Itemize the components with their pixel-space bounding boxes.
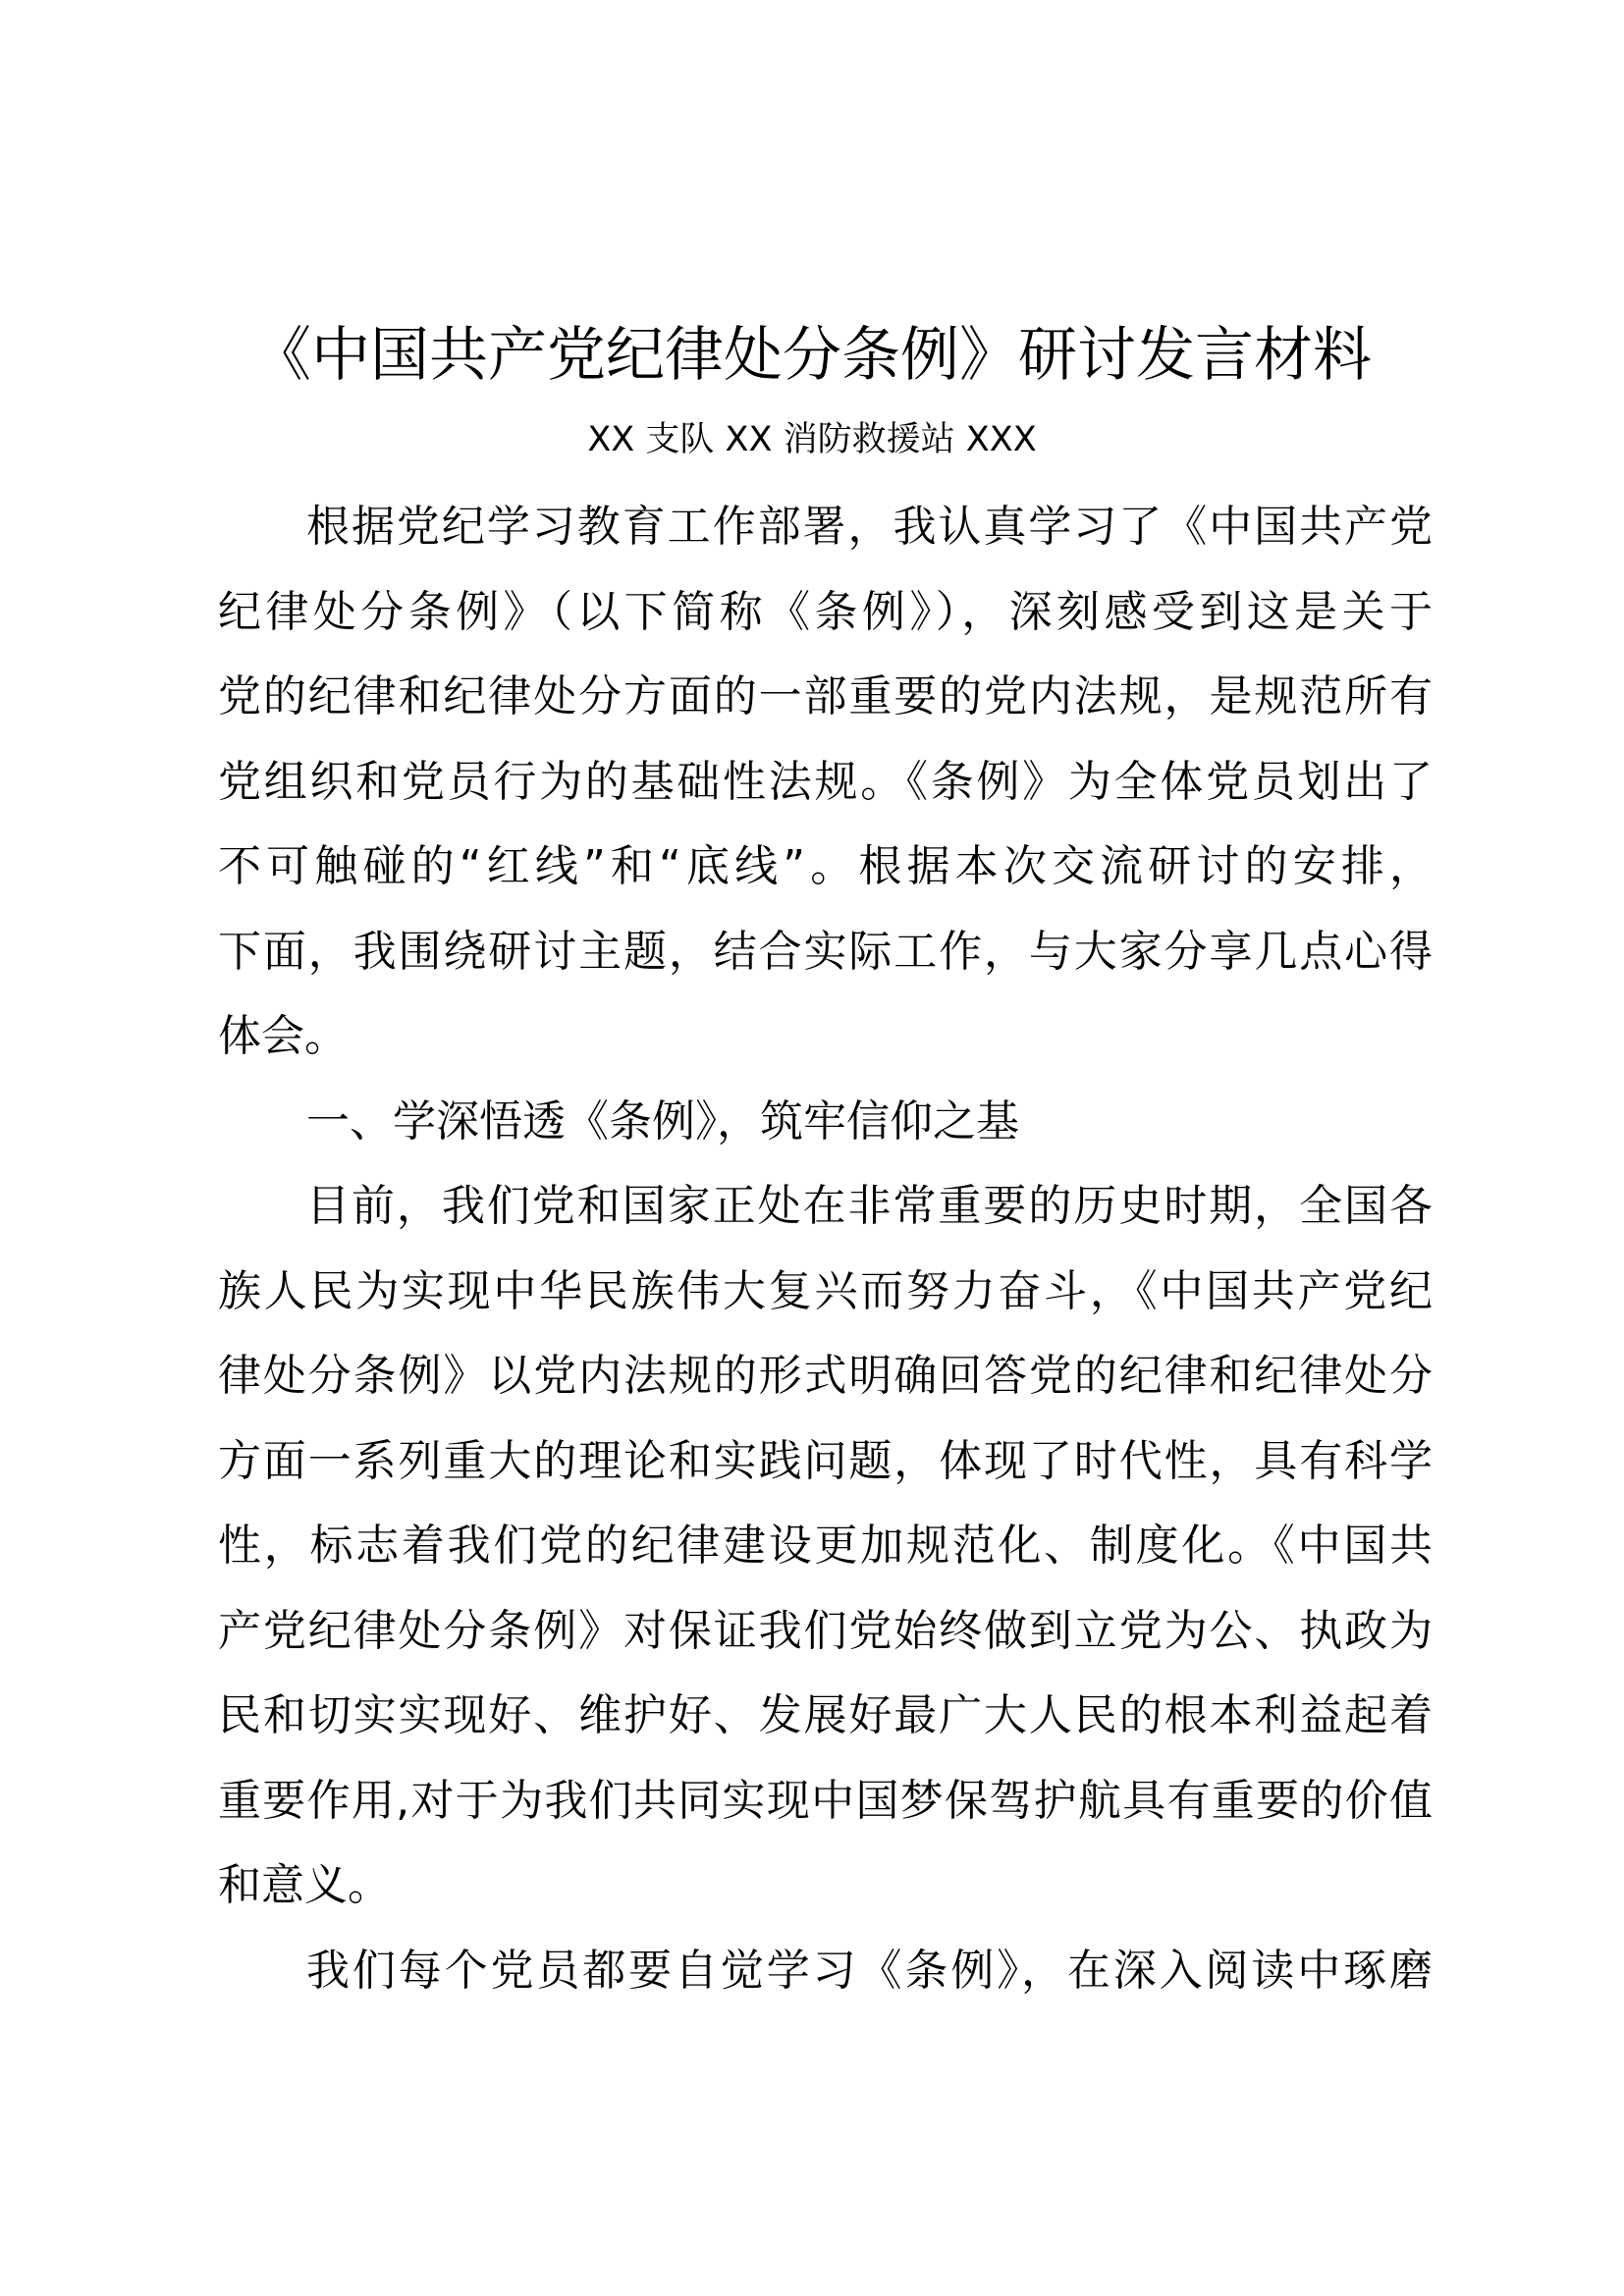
text-line: 性，标志着我们党的纪律建设更加规范化、制度化。《中国共 [218, 1521, 1433, 1571]
text-line: 党的纪律和纪律处分方面的一部重要的党内法规，是规范所有 [218, 671, 1433, 721]
heading-line: 一、学深悟透《条例》，筑牢信仰之基 [306, 1095, 1019, 1147]
paragraph-continued [218, 1929, 1433, 2014]
document-body [218, 485, 1433, 2013]
text-line: 根据党纪学习教育工作部署，我认真学习了《中国共产党 [306, 502, 1433, 552]
text-line: 和意义。 [218, 1860, 391, 1910]
text-line: 纪律处分条例》（以下简称《条例》），深刻感受到这是关于 [218, 586, 1433, 637]
document-author-line: XX 支队 XX 消防救援站 XXX [587, 420, 1037, 459]
text-line: 产党纪律处分条例》对保证我们党始终做到立党为公、执政为 [218, 1605, 1433, 1656]
document-title: 《中国共产党纪律处分条例》研讨发言材料 [252, 321, 1372, 390]
section-heading-1 [218, 1080, 1433, 1165]
paragraph-intro [218, 485, 1433, 1080]
text-line: 党组织和党员行为的基础性法规。《条例》为全体党员划出了 [218, 756, 1433, 807]
text-line: 族人民为实现中华民族伟大复兴而努力奋斗，《中国共产党纪 [218, 1265, 1433, 1316]
text-line: 不可触碰的“红线”和“底线”。根据本次交流研讨的安排， [218, 841, 1433, 891]
text-line: 我们每个党员都要自觉学习《条例》，在深入阅读中琢磨 [306, 1945, 1433, 1996]
paragraph-section-1 [218, 1164, 1433, 1929]
text-line: 下面，我围绕研讨主题，结合实际工作，与大家分享几点心得 [218, 926, 1433, 977]
text-line: 体会。 [218, 1011, 348, 1061]
text-line: 重要作用,对于为我们共同实现中国梦保驾护航具有重要的价值 [218, 1775, 1433, 1826]
text-line: 律处分条例》以党内法规的形式明确回答党的纪律和纪律处分 [218, 1351, 1433, 1401]
text-line: 目前，我们党和国家正处在非常重要的历史时期，全国各 [306, 1181, 1433, 1231]
text-line: 方面一系列重大的理论和实践问题，体现了时代性，具有科学 [218, 1435, 1433, 1486]
text-line: 民和切实实现好、维护好、发展好最广大人民的根本利益起着 [218, 1690, 1433, 1740]
